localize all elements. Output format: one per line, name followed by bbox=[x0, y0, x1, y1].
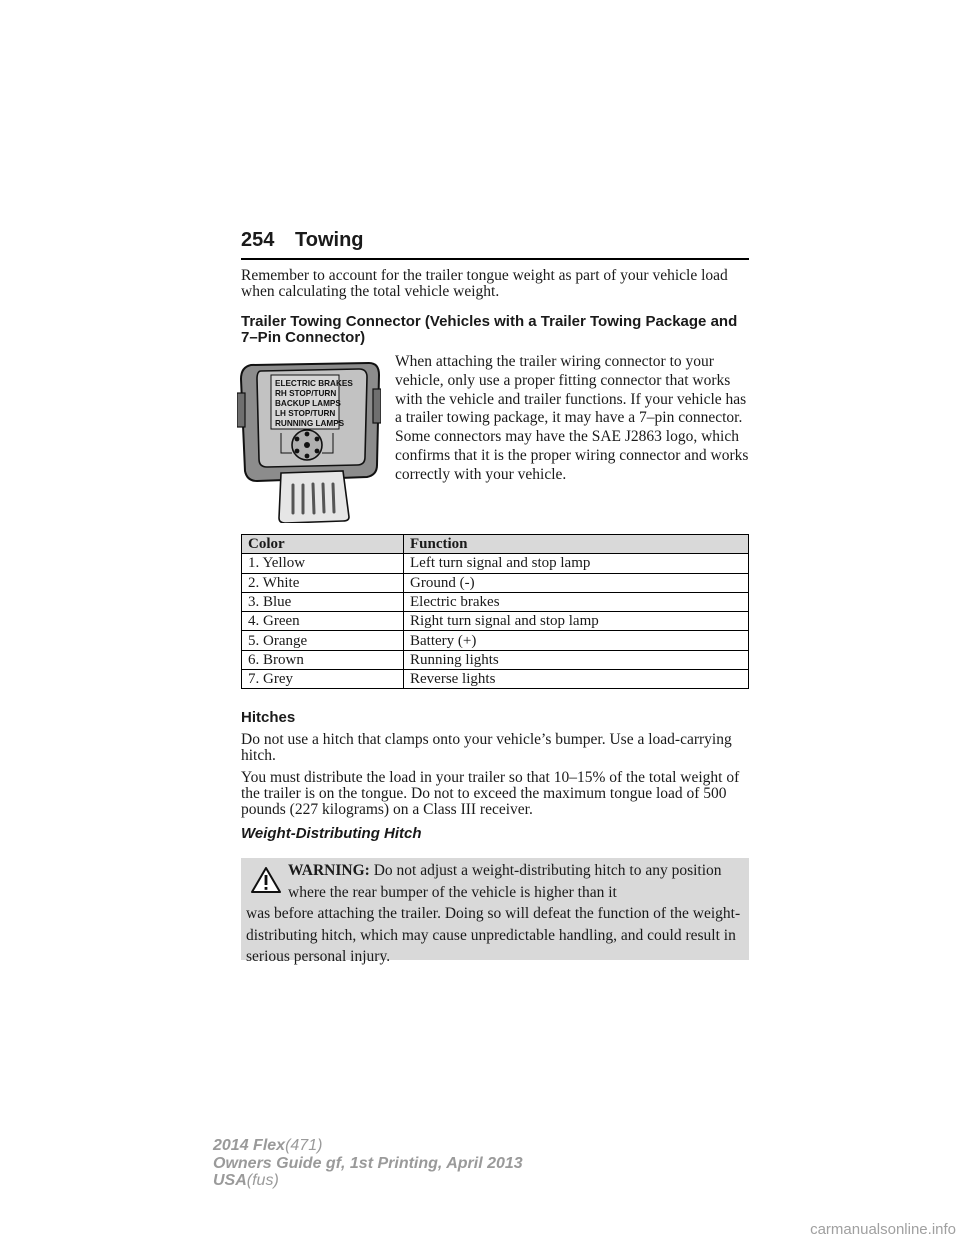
warning-text bbox=[246, 860, 744, 968]
table-cell-color: 5. Orange bbox=[242, 631, 404, 650]
hitches-paragraph-1: Do not use a hitch that clamps onto your vehicle’s bumper. Use a load-carrying hitch. bbox=[241, 731, 732, 764]
table-header-row bbox=[242, 535, 749, 554]
table-cell-function: Ground (-) bbox=[404, 573, 749, 592]
section-title: Towing bbox=[295, 229, 364, 251]
warning-label: WARNING: bbox=[288, 862, 370, 879]
column-header-color: Color bbox=[242, 535, 404, 554]
connector-paragraph: When attaching the trailer wiring connector to your vehicle, only use a proper fitting connector that works with the vehicle and trailer functions. If your vehicle has a trailer towing package, it may have a 7–pin connector. Some connectors may have the SAE J2863 logo, which confirms that it is the proper wiring connector and works correctly with your vehicle. bbox=[395, 353, 749, 483]
table-cell-function: Electric brakes bbox=[404, 592, 749, 611]
intro-paragraph: Remember to account for the trailer tongue weight as part of your vehicle load when calculating the total vehicle weight. bbox=[241, 267, 728, 300]
connector-label: ELECTRIC BRAKES bbox=[275, 379, 353, 388]
footer-model: 2014 Flex bbox=[213, 1137, 286, 1154]
footer-line-2: Owners Guide gf, 1st Printing, April 2013 bbox=[213, 1154, 523, 1172]
weight-distributing-hitch-heading: Weight-Distributing Hitch bbox=[241, 825, 422, 842]
table-row bbox=[242, 573, 749, 592]
table-row bbox=[242, 650, 749, 669]
column-header-function: Function bbox=[404, 535, 749, 554]
table-cell-color: 1. Yellow bbox=[242, 554, 404, 573]
footer-line-3 bbox=[213, 1172, 523, 1190]
hitches-paragraph-2: You must distribute the load in your trailer so that 10–15% of the total weight of the trailer is on the tongue. Do not to exceed the maximum tongue load of 500 pounds (227 kilograms) on a Class III receiver. bbox=[241, 769, 740, 818]
footer-market: USA bbox=[213, 1172, 247, 1189]
trailer-connector-illustration bbox=[237, 353, 381, 523]
table-cell-color: 3. Blue bbox=[242, 592, 404, 611]
table-row bbox=[242, 612, 749, 631]
table-cell-function: Battery (+) bbox=[404, 631, 749, 650]
header-rule bbox=[241, 258, 749, 260]
table-cell-color: 6. Brown bbox=[242, 650, 404, 669]
connector-label: RUNNING LAMPS bbox=[275, 419, 345, 428]
table-cell-function: Left turn signal and stop lamp bbox=[404, 554, 749, 573]
table-cell-function: Right turn signal and stop lamp bbox=[404, 612, 749, 631]
connector-label: LH STOP/TURN bbox=[275, 409, 336, 418]
connector-label: RH STOP/TURN bbox=[275, 389, 337, 398]
connector-label: BACKUP LAMPS bbox=[275, 399, 341, 408]
footer-code: (471) bbox=[285, 1137, 323, 1154]
hitches-heading: Hitches bbox=[241, 709, 296, 726]
warning-text-rest: was before attaching the trailer. Doing so will defeat the function of the weight-distributing hitch, which may cause unpredictable handling, and could result in serious personal injury. bbox=[246, 905, 741, 965]
table-cell-color: 4. Green bbox=[242, 612, 404, 631]
warning-text-first: Do not adjust a weight-distributing hitch to any position where the rear bumper of the vehicle is higher than it bbox=[288, 862, 722, 901]
footer bbox=[213, 1137, 523, 1190]
page-number: 254 bbox=[241, 229, 275, 251]
table-row bbox=[242, 670, 749, 689]
table-row bbox=[242, 592, 749, 611]
watermark: carmanualsonline.info bbox=[810, 1221, 956, 1238]
table-cell-function: Reverse lights bbox=[404, 670, 749, 689]
table-row bbox=[242, 631, 749, 650]
table-cell-color: 7. Grey bbox=[242, 670, 404, 689]
table-cell-color: 2. White bbox=[242, 573, 404, 592]
footer-line-1 bbox=[213, 1137, 523, 1155]
connector-heading: Trailer Towing Connector (Vehicles with a Trailer Towing Package and 7–Pin Connector) bbox=[241, 313, 738, 346]
footer-market-code: (fus) bbox=[246, 1172, 279, 1189]
wiring-table bbox=[241, 534, 749, 689]
table-cell-function: Running lights bbox=[404, 650, 749, 669]
warning-first-lines bbox=[246, 860, 744, 903]
table-row bbox=[242, 554, 749, 573]
